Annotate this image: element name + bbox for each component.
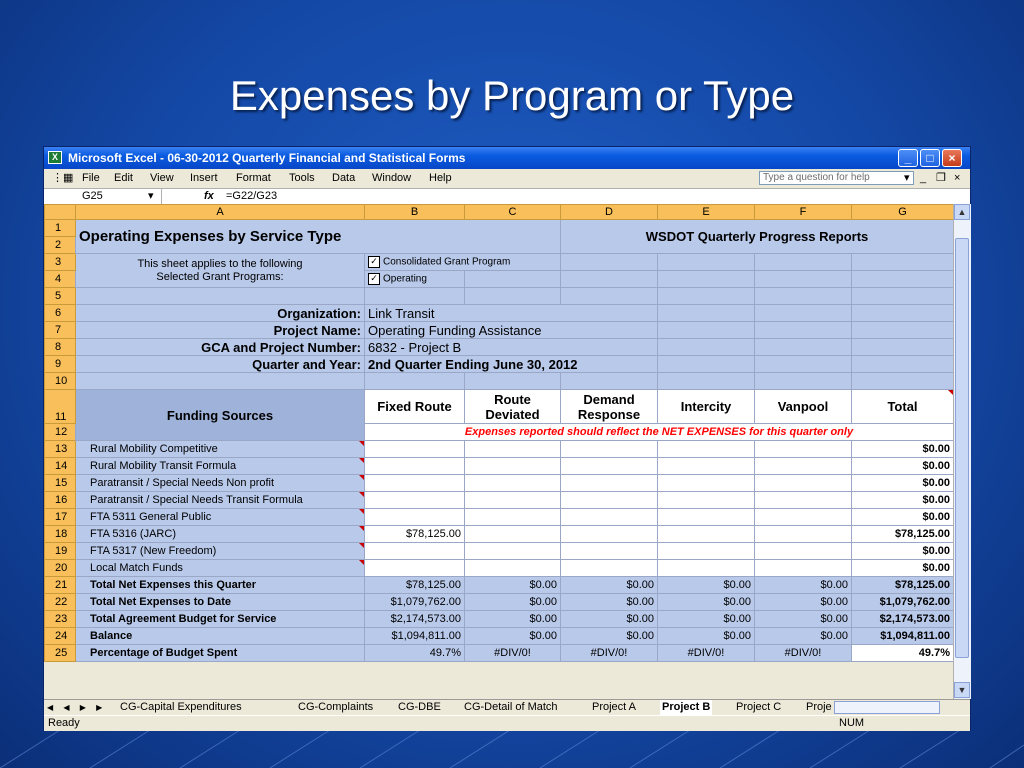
tab-project-a[interactable]: Project A xyxy=(592,701,637,713)
intercity-cell[interactable]: $0.00 xyxy=(658,628,755,645)
header-route-line-1: Route xyxy=(494,391,531,407)
doc-close-button[interactable]: × xyxy=(954,172,961,184)
project-value[interactable]: Operating Funding Assistance xyxy=(365,322,658,339)
cell[interactable] xyxy=(365,373,465,390)
applies-note[interactable] xyxy=(76,254,365,288)
quarter-value[interactable]: 2nd Quarter Ending June 30, 2012 xyxy=(365,356,658,373)
row-header[interactable]: 3 xyxy=(45,254,76,271)
row-header[interactable]: 4 xyxy=(45,271,76,288)
row-header[interactable]: 12 xyxy=(45,424,76,441)
row-header[interactable]: 22 xyxy=(45,594,76,611)
toolbar-grip-icon: ⋮▦ xyxy=(52,172,74,184)
cell[interactable] xyxy=(852,339,954,356)
route-deviated-cell[interactable] xyxy=(465,492,561,509)
summary-rows xyxy=(45,577,954,662)
project-label[interactable]: Project Name: xyxy=(76,322,365,339)
status-ready: Ready xyxy=(48,717,80,729)
demand-response-cell[interactable]: $0.00 xyxy=(561,628,658,645)
checkbox-operating-label: Operating xyxy=(383,273,427,285)
vanpool-cell[interactable] xyxy=(755,441,852,458)
cell[interactable] xyxy=(76,288,365,305)
table-row xyxy=(45,577,954,594)
row-header[interactable]: 15 xyxy=(45,475,76,492)
header-demand-line-1: Demand xyxy=(583,391,635,407)
header-vanpool[interactable]: Vanpool xyxy=(755,390,852,424)
header-demand-line-2: Response xyxy=(577,406,641,422)
row-header[interactable]: 21 xyxy=(45,577,76,594)
header-demand-response[interactable] xyxy=(561,390,658,424)
cell[interactable] xyxy=(852,254,954,271)
vertical-scrollbar[interactable] xyxy=(953,204,971,699)
col-header-e[interactable]: E xyxy=(658,205,755,220)
demand-response-cell[interactable] xyxy=(561,475,658,492)
checkbox-operating[interactable]: ✓ xyxy=(368,273,380,285)
tab-project-b[interactable]: Project B xyxy=(662,701,711,713)
applies-line-2: Selected Grant Programs: xyxy=(156,270,284,283)
name-box-value: G25 xyxy=(82,190,103,202)
cell[interactable] xyxy=(465,288,561,305)
checkbox-consolidated-label: Consolidated Grant Program xyxy=(383,256,511,268)
cell[interactable] xyxy=(658,288,755,305)
header-fixed-route[interactable]: Fixed Route xyxy=(365,390,465,424)
formula-input[interactable]: =G22/G23 xyxy=(226,190,278,202)
applies-line-1: This sheet applies to the following xyxy=(137,257,303,270)
summary-label[interactable]: Total Agreement Budget for Service xyxy=(76,611,365,628)
window-title: Microsoft Excel - 06-30-2012 Quarterly Financial and Statistical Forms xyxy=(68,151,466,165)
menu-tools[interactable]: Tools xyxy=(289,172,315,184)
demand-response-cell[interactable] xyxy=(561,458,658,475)
cell[interactable] xyxy=(561,288,658,305)
menu-view[interactable]: View xyxy=(150,172,174,184)
menu-format[interactable]: Format xyxy=(236,172,271,184)
total-cell[interactable]: 49.7% xyxy=(852,645,954,662)
cell[interactable] xyxy=(755,305,852,322)
table-row xyxy=(45,458,954,475)
menu-file[interactable]: File xyxy=(82,172,100,184)
vanpool-cell[interactable] xyxy=(755,458,852,475)
row-header[interactable]: 7 xyxy=(45,322,76,339)
name-box-dropdown-icon[interactable]: ▾ xyxy=(148,190,154,202)
status-bar xyxy=(44,715,970,731)
funding-source-label[interactable]: Paratransit / Special Needs Transit Formula xyxy=(76,492,365,509)
tab-cg-complaints[interactable]: CG-Complaints xyxy=(298,701,374,713)
row-header[interactable]: 11 xyxy=(45,390,76,424)
vanpool-cell[interactable]: #DIV/0! xyxy=(755,645,852,662)
fixed-route-cell[interactable] xyxy=(365,560,465,577)
intercity-cell[interactable] xyxy=(658,458,755,475)
route-deviated-cell[interactable]: $0.00 xyxy=(465,611,561,628)
sheet-tab-bar xyxy=(44,699,970,716)
total-cell[interactable]: $2,174,573.00 xyxy=(852,611,954,628)
spreadsheet-grid xyxy=(44,204,954,662)
funding-rows xyxy=(45,441,954,577)
row-header[interactable]: 5 xyxy=(45,288,76,305)
cell[interactable] xyxy=(465,271,561,288)
cell[interactable] xyxy=(755,322,852,339)
minimize-button[interactable]: _ xyxy=(898,149,918,167)
menu-help[interactable]: Help xyxy=(429,172,452,184)
cell[interactable] xyxy=(852,305,954,322)
total-cell[interactable]: $0.00 xyxy=(852,475,954,492)
fixed-route-cell[interactable]: $1,079,762.00 xyxy=(365,594,465,611)
header-intercity[interactable]: Intercity xyxy=(658,390,755,424)
tab-project-c[interactable]: Project C xyxy=(736,701,782,713)
row-header[interactable]: 23 xyxy=(45,611,76,628)
cell[interactable] xyxy=(755,373,852,390)
fixed-route-cell[interactable] xyxy=(365,509,465,526)
title-bar[interactable] xyxy=(44,147,970,169)
net-expenses-note[interactable]: Expenses reported should reflect the NET EXPENSES for this quarter only xyxy=(365,424,954,441)
vanpool-cell[interactable]: $0.00 xyxy=(755,611,852,628)
route-deviated-cell[interactable]: $0.00 xyxy=(465,594,561,611)
route-deviated-cell[interactable]: $0.00 xyxy=(465,577,561,594)
route-deviated-cell[interactable] xyxy=(465,560,561,577)
table-row xyxy=(45,594,954,611)
gca-label[interactable]: GCA and Project Number: xyxy=(76,339,365,356)
row-header[interactable]: 17 xyxy=(45,509,76,526)
help-search-input[interactable]: Type a question for help xyxy=(759,171,914,185)
fixed-route-cell[interactable] xyxy=(365,441,465,458)
row-header[interactable]: 18 xyxy=(45,526,76,543)
operating-checkbox-cell[interactable] xyxy=(365,271,465,288)
cell[interactable] xyxy=(755,271,852,288)
vanpool-cell[interactable]: $0.00 xyxy=(755,628,852,645)
table-row xyxy=(45,441,954,458)
fixed-route-cell[interactable] xyxy=(365,475,465,492)
cell[interactable] xyxy=(755,356,852,373)
funding-source-label[interactable]: FTA 5316 (JARC) xyxy=(76,526,365,543)
excel-window xyxy=(43,146,971,731)
org-label[interactable]: Organization: xyxy=(76,305,365,322)
cell[interactable] xyxy=(658,322,755,339)
funding-source-label[interactable]: FTA 5311 General Public xyxy=(76,509,365,526)
route-deviated-cell[interactable] xyxy=(465,458,561,475)
tab-navigation-icons[interactable]: ◀ ◀ ▶ ▶ xyxy=(47,703,107,712)
route-deviated-cell[interactable] xyxy=(465,475,561,492)
intercity-cell[interactable] xyxy=(658,560,755,577)
route-deviated-cell[interactable] xyxy=(465,441,561,458)
cell[interactable] xyxy=(76,373,365,390)
cell[interactable] xyxy=(561,373,658,390)
intercity-cell[interactable] xyxy=(658,441,755,458)
scroll-thumb[interactable] xyxy=(955,238,969,658)
menu-insert[interactable]: Insert xyxy=(190,172,218,184)
route-deviated-cell[interactable] xyxy=(465,509,561,526)
fixed-route-cell[interactable]: $1,094,811.00 xyxy=(365,628,465,645)
route-deviated-cell[interactable] xyxy=(465,526,561,543)
row-header[interactable]: 10 xyxy=(45,373,76,390)
fixed-route-cell[interactable]: 49.7% xyxy=(365,645,465,662)
intercity-cell[interactable] xyxy=(658,543,755,560)
row-header[interactable]: 6 xyxy=(45,305,76,322)
total-cell[interactable]: $0.00 xyxy=(852,492,954,509)
select-all-corner[interactable] xyxy=(45,205,76,220)
sheet-title[interactable]: Operating Expenses by Service Type xyxy=(76,220,561,254)
cell[interactable] xyxy=(755,288,852,305)
col-header-f[interactable]: F xyxy=(755,205,852,220)
consolidated-checkbox-cell[interactable] xyxy=(365,254,561,271)
total-cell[interactable]: $0.00 xyxy=(852,560,954,577)
route-deviated-cell[interactable]: $0.00 xyxy=(465,628,561,645)
quarter-label[interactable]: Quarter and Year: xyxy=(76,356,365,373)
cell[interactable] xyxy=(561,254,658,271)
help-dropdown-icon[interactable]: ▾ xyxy=(904,172,910,184)
intercity-cell[interactable] xyxy=(658,509,755,526)
intercity-cell[interactable]: $0.00 xyxy=(658,594,755,611)
vanpool-cell[interactable] xyxy=(755,475,852,492)
formula-bar xyxy=(44,188,970,205)
table-row xyxy=(45,526,954,543)
demand-response-cell[interactable] xyxy=(561,509,658,526)
row-header[interactable]: 20 xyxy=(45,560,76,577)
cell[interactable] xyxy=(658,356,755,373)
demand-response-cell[interactable] xyxy=(561,560,658,577)
tab-proje[interactable]: Proje xyxy=(806,701,832,713)
fx-icon[interactable]: fx xyxy=(204,190,214,202)
demand-response-cell[interactable] xyxy=(561,441,658,458)
menu-bar xyxy=(44,169,970,188)
menu-edit[interactable]: Edit xyxy=(114,172,133,184)
demand-response-cell[interactable] xyxy=(561,492,658,509)
funding-source-label[interactable]: Rural Mobility Transit Formula xyxy=(76,458,365,475)
checkbox-consolidated[interactable]: ✓ xyxy=(368,256,380,268)
cell[interactable] xyxy=(755,254,852,271)
total-cell[interactable]: $78,125.00 xyxy=(852,577,954,594)
row-header[interactable]: 8 xyxy=(45,339,76,356)
org-value[interactable]: Link Transit xyxy=(365,305,658,322)
table-row xyxy=(45,543,954,560)
total-cell[interactable]: $0.00 xyxy=(852,458,954,475)
name-box[interactable] xyxy=(44,189,162,204)
total-cell[interactable]: $78,125.00 xyxy=(852,526,954,543)
summary-label[interactable]: Percentage of Budget Spent xyxy=(76,645,365,662)
total-cell[interactable]: $0.00 xyxy=(852,441,954,458)
demand-response-cell[interactable]: #DIV/0! xyxy=(561,645,658,662)
cell[interactable] xyxy=(658,339,755,356)
cell[interactable] xyxy=(755,339,852,356)
fixed-route-cell[interactable]: $78,125.00 xyxy=(365,577,465,594)
row-header[interactable]: 25 xyxy=(45,645,76,662)
cell[interactable] xyxy=(465,373,561,390)
table-row xyxy=(45,611,954,628)
header-route-deviated[interactable] xyxy=(465,390,561,424)
cell[interactable] xyxy=(658,373,755,390)
scroll-down-icon[interactable]: ▼ xyxy=(954,682,970,698)
vanpool-cell[interactable] xyxy=(755,492,852,509)
vanpool-cell[interactable] xyxy=(755,543,852,560)
tab-cg-dbe[interactable]: CG-DBE xyxy=(398,701,441,713)
funding-source-label[interactable]: Local Match Funds xyxy=(76,560,365,577)
row-header[interactable]: 19 xyxy=(45,543,76,560)
demand-response-cell[interactable]: $0.00 xyxy=(561,611,658,628)
cell[interactable] xyxy=(852,373,954,390)
total-cell[interactable]: $1,094,811.00 xyxy=(852,628,954,645)
demand-response-cell[interactable] xyxy=(561,526,658,543)
fixed-route-cell[interactable] xyxy=(365,458,465,475)
row-header[interactable]: 9 xyxy=(45,356,76,373)
fixed-route-cell[interactable]: $2,174,573.00 xyxy=(365,611,465,628)
doc-restore-button[interactable]: ❐ xyxy=(936,172,946,184)
menu-window[interactable]: Window xyxy=(372,172,412,184)
route-deviated-cell[interactable]: #DIV/0! xyxy=(465,645,561,662)
row-header[interactable]: 2 xyxy=(45,237,76,254)
intercity-cell[interactable]: #DIV/0! xyxy=(658,645,755,662)
summary-label[interactable]: Total Net Expenses to Date xyxy=(76,594,365,611)
vanpool-cell[interactable] xyxy=(755,509,852,526)
cell[interactable] xyxy=(658,271,755,288)
table-row xyxy=(45,645,954,662)
status-num-lock: NUM xyxy=(839,717,865,729)
col-header-d[interactable]: D xyxy=(561,205,658,220)
cell[interactable] xyxy=(561,271,658,288)
cell[interactable] xyxy=(852,271,954,288)
fixed-route-cell[interactable]: $78,125.00 xyxy=(365,526,465,543)
vanpool-cell[interactable] xyxy=(755,560,852,577)
intercity-cell[interactable] xyxy=(658,475,755,492)
table-row xyxy=(45,475,954,492)
header-route-line-2: Deviated xyxy=(485,406,540,422)
menu-data[interactable]: Data xyxy=(332,172,356,184)
tab-cg-capital-expenditures[interactable]: CG-Capital Expenditures xyxy=(120,701,242,713)
intercity-cell[interactable] xyxy=(658,526,755,543)
horizontal-scrollbar[interactable] xyxy=(834,701,940,714)
demand-response-cell[interactable]: $0.00 xyxy=(561,577,658,594)
funding-source-label[interactable]: Rural Mobility Competitive xyxy=(76,441,365,458)
demand-response-cell[interactable] xyxy=(561,543,658,560)
slide-title: Expenses by Program or Type xyxy=(229,72,795,119)
summary-label[interactable]: Total Net Expenses this Quarter xyxy=(76,577,365,594)
total-cell[interactable]: $0.00 xyxy=(852,509,954,526)
vanpool-cell[interactable]: $0.00 xyxy=(755,594,852,611)
fixed-route-cell[interactable] xyxy=(365,492,465,509)
cell[interactable] xyxy=(852,322,954,339)
col-header-b[interactable]: B xyxy=(365,205,465,220)
cell[interactable] xyxy=(658,254,755,271)
row-header[interactable]: 16 xyxy=(45,492,76,509)
scroll-up-icon[interactable]: ▲ xyxy=(954,204,970,220)
header-total[interactable]: Total xyxy=(852,390,954,424)
table-row xyxy=(45,628,954,645)
funding-sources-header[interactable]: Funding Sources xyxy=(76,390,365,441)
tab-cg-detail-of-match[interactable]: CG-Detail of Match xyxy=(464,701,558,713)
summary-label[interactable]: Balance xyxy=(76,628,365,645)
vanpool-cell[interactable]: $0.00 xyxy=(755,577,852,594)
close-button[interactable]: × xyxy=(942,149,962,167)
row-header[interactable]: 13 xyxy=(45,441,76,458)
column-header-row xyxy=(45,205,954,220)
fixed-route-cell[interactable] xyxy=(365,543,465,560)
col-header-a[interactable]: A xyxy=(76,205,365,220)
demand-response-cell[interactable]: $0.00 xyxy=(561,594,658,611)
funding-source-label[interactable]: FTA 5317 (New Freedom) xyxy=(76,543,365,560)
doc-minimize-button[interactable]: _ xyxy=(920,172,927,184)
col-header-g[interactable]: G xyxy=(852,205,954,220)
table-row xyxy=(45,492,954,509)
gca-value[interactable]: 6832 - Project B xyxy=(365,339,658,356)
maximize-button[interactable]: □ xyxy=(920,149,940,167)
intercity-cell[interactable]: $0.00 xyxy=(658,577,755,594)
intercity-cell[interactable]: $0.00 xyxy=(658,611,755,628)
total-cell[interactable]: $0.00 xyxy=(852,543,954,560)
cell[interactable] xyxy=(365,288,465,305)
intercity-cell[interactable] xyxy=(658,492,755,509)
cell[interactable] xyxy=(658,305,755,322)
vanpool-cell[interactable] xyxy=(755,526,852,543)
row-header[interactable]: 1 xyxy=(45,220,76,237)
excel-icon: X xyxy=(48,151,62,164)
table-row xyxy=(45,509,954,526)
row-header[interactable]: 24 xyxy=(45,628,76,645)
cell[interactable] xyxy=(852,356,954,373)
row-header[interactable]: 14 xyxy=(45,458,76,475)
total-cell[interactable]: $1,079,762.00 xyxy=(852,594,954,611)
report-title[interactable]: WSDOT Quarterly Progress Reports xyxy=(561,220,954,254)
col-header-c[interactable]: C xyxy=(465,205,561,220)
funding-source-label[interactable]: Paratransit / Special Needs Non profit xyxy=(76,475,365,492)
table-row xyxy=(45,560,954,577)
cell[interactable] xyxy=(852,288,954,305)
route-deviated-cell[interactable] xyxy=(465,543,561,560)
